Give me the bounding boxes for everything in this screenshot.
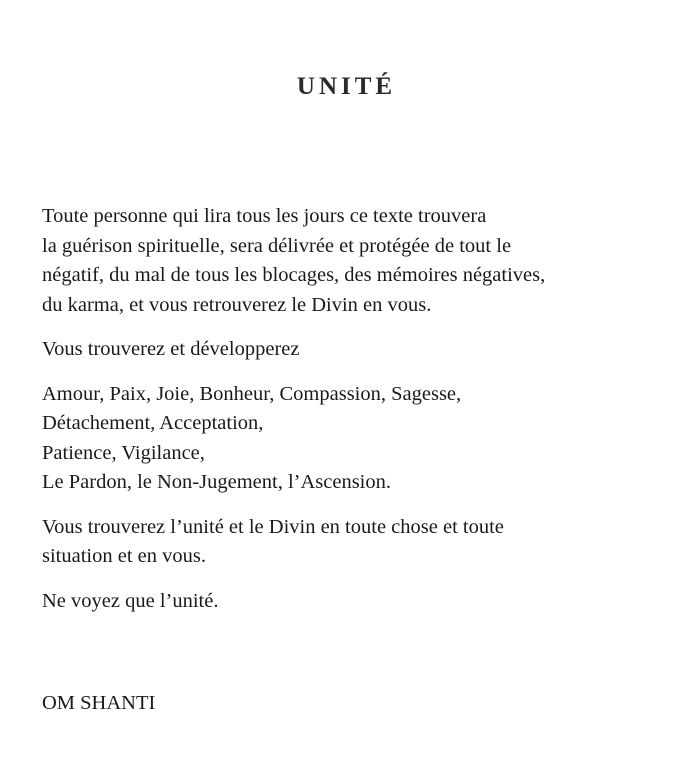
paragraph-line: du karma, et vous retrouverez le Divin en vous. (42, 293, 432, 316)
virtues-line: Amour, Paix, Joie, Bonheur, Compassion, Sagesse, (42, 382, 462, 405)
signature: OM SHANTI (42, 692, 156, 714)
paragraph-closing (42, 587, 662, 617)
document-body (42, 202, 662, 616)
paragraph-develop (42, 335, 662, 365)
paragraph-line: Toute personne qui lira tous les jours ce texte trouvera (42, 205, 487, 227)
paragraph-line: situation et en vous. (42, 545, 206, 567)
paragraph-line: Vous trouverez et développerez (42, 338, 300, 360)
virtues-line: Patience, Vigilance, (42, 441, 205, 464)
page-title: UNITÉ (296, 73, 397, 100)
virtues-line: Le Pardon, le Non-Jugement, l’Ascension. (42, 471, 391, 493)
virtues-line: Détachement, Acceptation, (42, 412, 264, 434)
paragraph-intro (42, 202, 662, 320)
paragraph-line: Ne voyez que l’unité. (42, 589, 219, 612)
paragraph-line: la guérison spirituelle, sera délivrée et protégée de tout le (42, 234, 512, 257)
paragraph-line: négatif, du mal de tous les blocages, des mémoires négatives, (42, 264, 546, 286)
paragraph-unity (42, 513, 662, 572)
paragraph-line: Vous trouverez l’unité et le Divin en toute chose et toute (42, 515, 504, 538)
virtues-list (42, 380, 662, 498)
